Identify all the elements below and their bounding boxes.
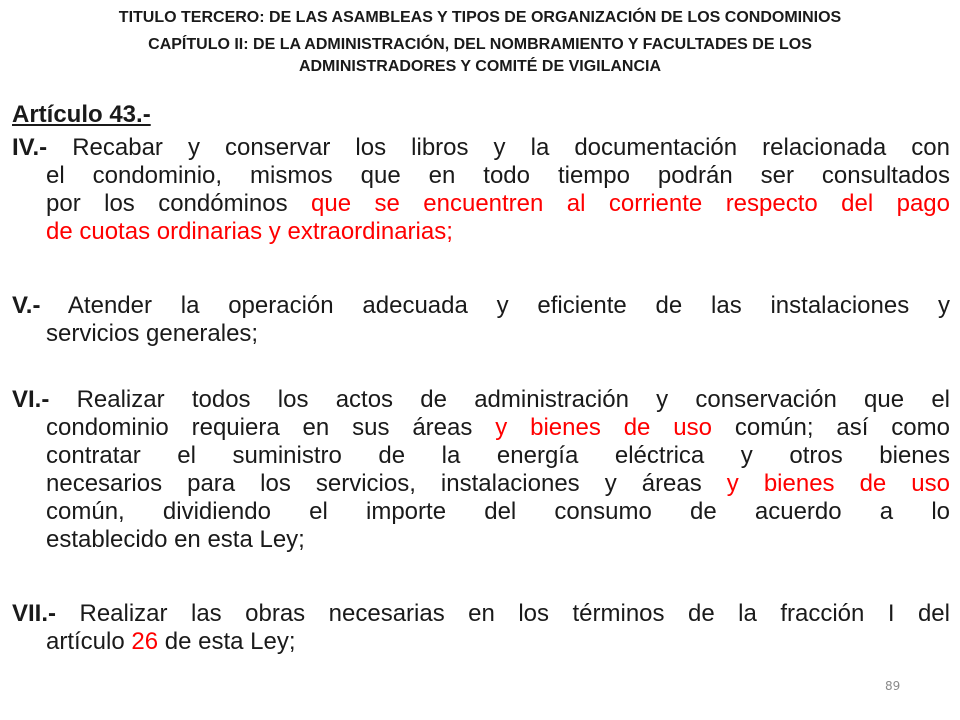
- fraction-vii-text: artículo: [46, 628, 132, 655]
- fraction-iv-text: Recabar y conservar los libros y la documentación relacionada con: [47, 134, 950, 161]
- fraction-v-line: servicios generales;: [46, 320, 259, 347]
- article-reference: 26: [131, 628, 159, 655]
- fraction-iv-highlight: de cuotas ordinarias y extraordinarias;: [46, 218, 453, 245]
- fraction-vii-line: [12, 600, 950, 628]
- fraction-iv-label: IV.-: [12, 134, 48, 161]
- fraction-iv-line: [12, 190, 950, 218]
- fraction-iv-highlight: que se encuentren al corriente respecto del pago: [311, 190, 951, 217]
- fraction-v-label: V.-: [12, 292, 41, 319]
- fraction-v: [12, 292, 950, 348]
- fraction-vi-text: Realizar todos los actos de administración y conservación que el: [49, 386, 950, 413]
- chapter-line-continued: ADMINISTRADORES Y COMITÉ DE VIGILANCIA: [298, 58, 662, 75]
- fraction-vi-highlight: y bienes de uso: [495, 414, 712, 441]
- fraction-vi-text: condominio requiera en sus áreas: [46, 414, 496, 441]
- article-title: Artículo 43.-: [12, 101, 151, 128]
- fraction-vi-line: común, dividiendo el importe del consumo de acuerdo a lo: [46, 498, 950, 525]
- fraction-v-text: Atender la operación adecuada y eficiente de las instalaciones y: [40, 292, 950, 319]
- fraction-vi-line: establecido en esta Ley;: [46, 526, 305, 553]
- fraction-vi: [12, 386, 950, 554]
- fraction-vi-line: contratar el suministro de la energía eléctrica y otros bienes: [46, 442, 950, 469]
- fraction-iv-text: por los condóminos: [46, 190, 312, 217]
- fraction-vi-text: necesarios para los servicios, instalaciones y áreas: [46, 470, 727, 497]
- page-number: 89: [885, 679, 901, 693]
- fraction-iv-line: [12, 134, 950, 162]
- fraction-vi-text: común; así como: [711, 414, 950, 441]
- fraction-vii-label: VII.-: [12, 600, 57, 627]
- fraction-vii: [12, 600, 950, 656]
- fraction-iv: [12, 134, 950, 246]
- fraction-vi-line: [12, 386, 950, 414]
- fraction-vi-label: VI.-: [12, 386, 50, 413]
- fraction-vii-line: [12, 628, 950, 656]
- fraction-iv-line: el condominio, mismos que en todo tiempo podrán ser consultados: [46, 162, 950, 189]
- fraction-vii-text: Realizar las obras necesarias en los términos de la fracción I del: [56, 600, 950, 627]
- fraction-vii-text: de esta Ley;: [158, 628, 296, 655]
- fraction-v-line: [12, 292, 950, 320]
- fraction-vi-line: [12, 470, 950, 498]
- title-line: TITULO TERCERO: DE LAS ASAMBLEAS Y TIPOS DE ORGANIZACIÓN DE LOS CONDOMINIOS: [118, 9, 842, 26]
- fraction-vi-highlight: y bienes de uso: [726, 470, 950, 497]
- fraction-vi-line: [12, 414, 950, 442]
- chapter-line: CAPÍTULO II: DE LA ADMINISTRACIÓN, DEL NOMBRAMIENTO Y FACULTADES DE LOS: [148, 36, 812, 53]
